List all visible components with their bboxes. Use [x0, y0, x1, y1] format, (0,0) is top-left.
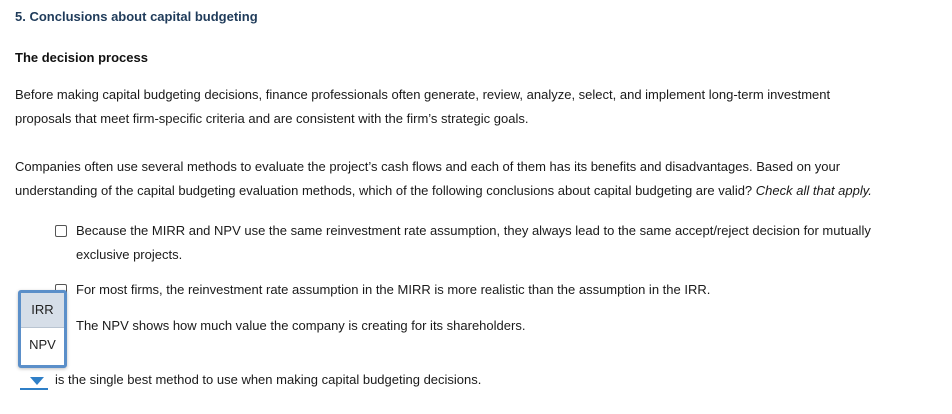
subheading: The decision process — [15, 50, 148, 65]
method-dropdown-list[interactable] — [18, 290, 67, 368]
dropdown-option-npv[interactable]: NPV — [29, 337, 56, 352]
dropdown-option-irr[interactable]: IRR — [21, 293, 64, 328]
chevron-down-icon[interactable] — [30, 377, 44, 385]
option-4-label: is the single best method to use when making capital budgeting decisions. — [55, 372, 482, 387]
intro-paragraph — [15, 83, 935, 131]
question-line-1: Companies often use several methods to evaluate the project’s cash flows and each of them has its benefits and disadvantages. Based on your — [15, 159, 841, 174]
option-3-label: The NPV shows how much value the company is creating for its shareholders. — [76, 318, 526, 333]
option-2-label: For most firms, the reinvestment rate assumption in the MIRR is more realistic than the assumption in the IRR. — [76, 282, 711, 297]
intro-line-1: Before making capital budgeting decisions, finance professionals often generate, review, analyze, select, and implement long-term investment — [15, 87, 831, 102]
option-1-label — [76, 219, 871, 267]
option-1-line-2: exclusive projects. — [76, 247, 183, 262]
intro-line-2: proposals that meet firm-specific criteria and are consistent with the firm’s strategic goals. — [15, 111, 529, 126]
question-paragraph — [15, 155, 935, 203]
question-text: understanding of the capital budgeting evaluation methods, which of the following conclusions about capital budgeting are valid? — [15, 183, 753, 198]
option-1-line-1: Because the MIRR and NPV use the same reinvestment rate assumption, they always lead to the same accept/reject decision for mutually — [76, 223, 871, 238]
section-title: 5. Conclusions about capital budgeting — [15, 9, 258, 24]
dropdown-underline[interactable] — [20, 388, 48, 390]
question-line-2 — [15, 179, 935, 203]
instruction-text: Check all that apply. — [755, 183, 872, 198]
option-1-checkbox[interactable] — [55, 225, 67, 237]
